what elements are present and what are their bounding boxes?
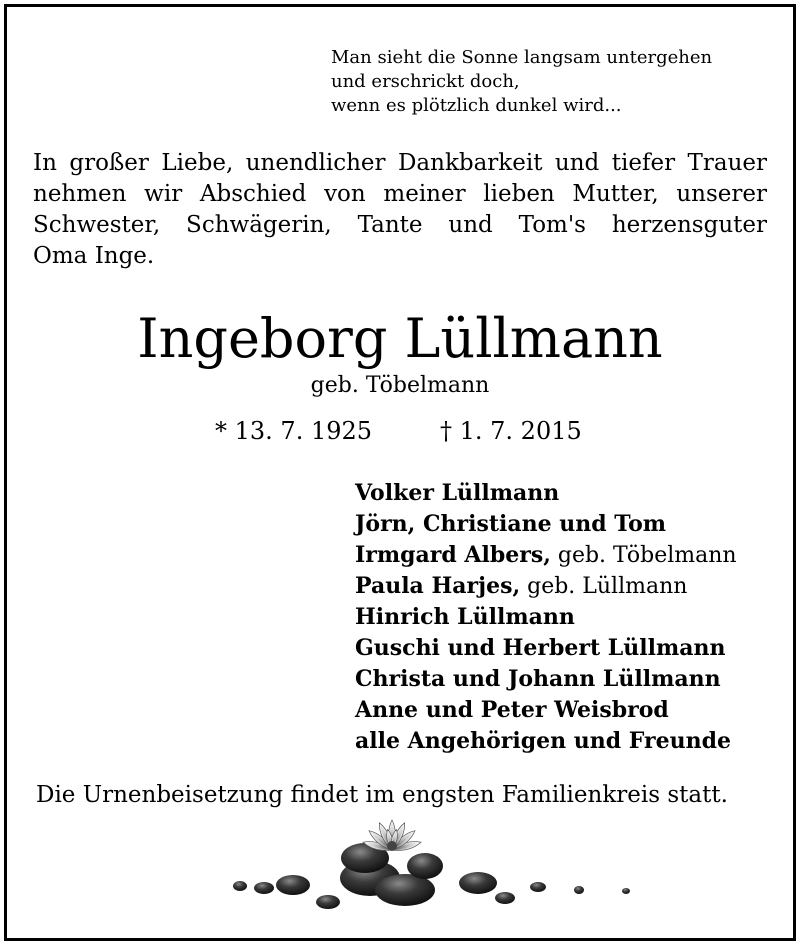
mourner-note: geb. Töbelmann bbox=[557, 543, 737, 568]
mourner-name: Irmgard Albers, bbox=[355, 542, 551, 568]
mourner-name: alle Angehörigen und Freunde bbox=[355, 728, 731, 754]
mourner-name: Christa und Johann Lüllmann bbox=[355, 666, 721, 692]
mourner-name: Guschi und Herbert Lüllmann bbox=[355, 635, 726, 661]
mourner-note: geb. Lüllmann bbox=[527, 574, 688, 599]
intro-paragraph bbox=[33, 148, 767, 272]
poem-quote bbox=[331, 46, 712, 118]
mourner-row bbox=[355, 602, 737, 633]
mourner-row bbox=[355, 509, 737, 540]
intro-line: In großer Liebe, unendlicher Dankbarkeit und tiefer Trauer bbox=[33, 150, 767, 176]
poem-line: und erschrickt doch, bbox=[331, 71, 520, 92]
mourner-name: Hinrich Lüllmann bbox=[355, 604, 575, 630]
water-lily-on-stones-icon bbox=[220, 818, 640, 918]
mourner-name: Volker Lüllmann bbox=[355, 480, 560, 506]
mourner-name: Jörn, Christiane und Tom bbox=[355, 511, 667, 537]
intro-line: Schwester, Schwägerin, Tante und Tom's herzensguter bbox=[33, 212, 767, 238]
mourner-name: Anne und Peter Weisbrod bbox=[355, 697, 669, 723]
mourner-row bbox=[355, 540, 737, 571]
mourner-row bbox=[355, 726, 737, 757]
closing-note: Die Urnenbeisetzung findet im engsten Familienkreis statt. bbox=[36, 782, 728, 808]
birth-name: geb. Töbelmann bbox=[310, 373, 490, 398]
deceased-name: Ingeborg Lüllmann bbox=[137, 307, 663, 370]
death-date: † 1. 7. 2015 bbox=[440, 417, 582, 445]
poem-line: Man sieht die Sonne langsam untergehen bbox=[331, 47, 713, 68]
stones bbox=[233, 843, 630, 909]
mourner-row bbox=[355, 478, 737, 509]
poem-line: wenn es plötzlich dunkel wird... bbox=[331, 95, 622, 116]
birth-date: * 13. 7. 1925 bbox=[215, 417, 373, 445]
intro-line: nehmen wir Abschied von meiner lieben Mutter, unserer bbox=[33, 181, 767, 207]
mourner-row bbox=[355, 664, 737, 695]
mourner-row bbox=[355, 571, 737, 602]
intro-line: Oma Inge. bbox=[33, 243, 155, 269]
mourner-row bbox=[355, 633, 737, 664]
mourners-list bbox=[355, 478, 737, 757]
mourner-name: Paula Harjes, bbox=[355, 573, 521, 599]
mourner-row bbox=[355, 695, 737, 726]
